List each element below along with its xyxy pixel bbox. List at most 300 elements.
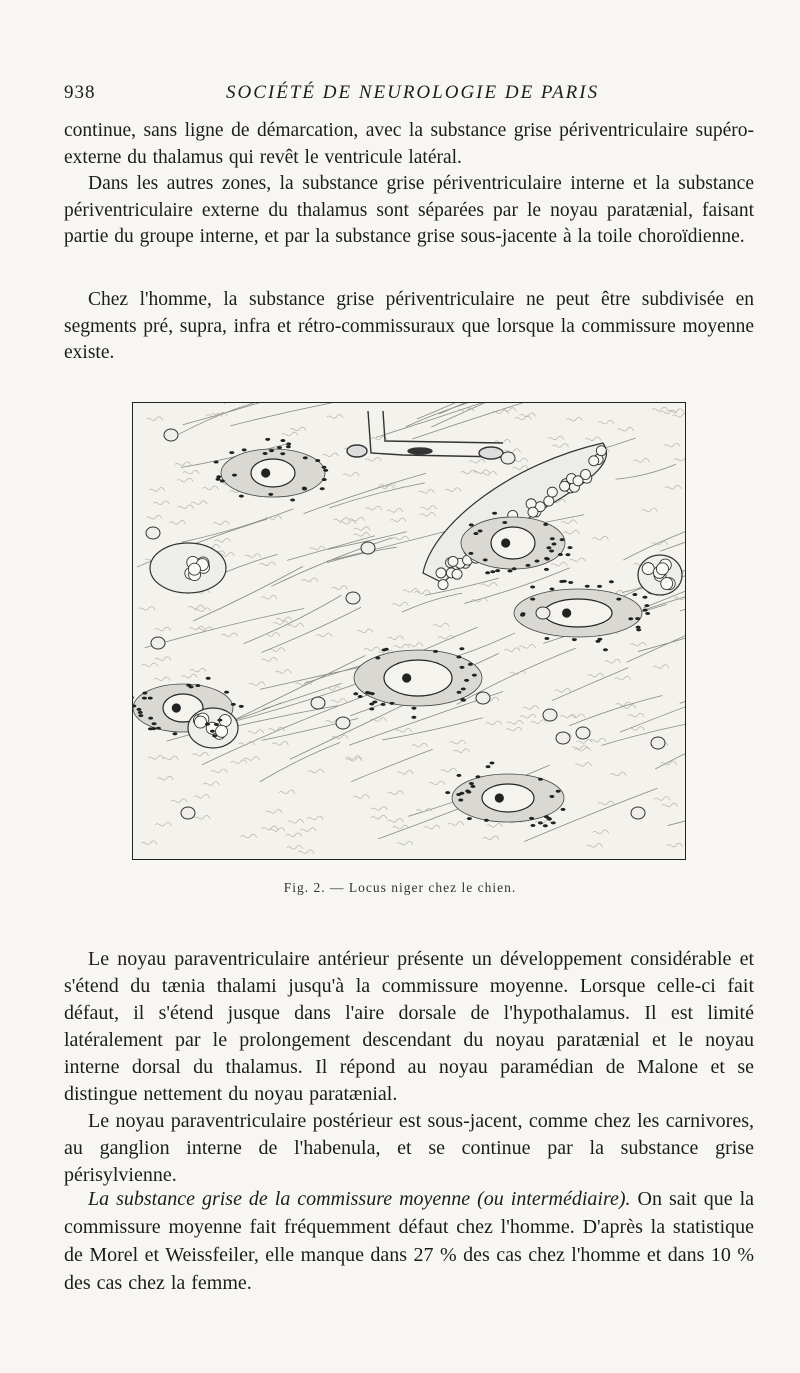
satellite-cell-mark: [156, 727, 161, 730]
satellite-cell-mark: [445, 791, 450, 794]
satellite-cell-mark: [323, 469, 328, 472]
neuropil-texture: [590, 738, 606, 742]
neuropil-texture: [181, 674, 197, 678]
satellite-cell-mark: [530, 598, 535, 601]
neuropil-texture: [203, 486, 219, 490]
neuropil-texture: [146, 515, 162, 519]
neuropil-texture: [393, 536, 409, 540]
text-block-bottom: [64, 1185, 754, 1297]
cell-cluster-dot: [452, 569, 462, 579]
cell-cluster-dot: [436, 568, 446, 578]
neuropil-texture: [388, 791, 404, 795]
neuropil-texture: [628, 713, 644, 717]
satellite-cell-mark: [628, 617, 633, 620]
satellite-cell-mark: [315, 459, 320, 462]
satellite-cell-mark: [609, 580, 614, 583]
paragraph-2: Dans les autres zones, la substance grise périventriculaire interne et la substance périventriculaire externe du thalamus sont séparées par le noyau paratænial, faisant partie du groupe interne, et par la substance grise sous-jacente à la toile choroïdienne.: [64, 173, 754, 247]
satellite-cell-mark: [286, 442, 291, 445]
neuropil-texture: [155, 627, 171, 631]
neuropil-texture: [414, 590, 430, 594]
neuropil-texture: [469, 459, 485, 463]
satellite-cell-mark: [239, 495, 244, 498]
nucleolus: [502, 539, 510, 547]
satellite-cell-mark: [469, 782, 474, 785]
satellite-cell-mark: [411, 707, 416, 710]
neuropil-texture: [190, 668, 206, 672]
satellite-cell-mark: [142, 697, 147, 700]
satellite-cell-mark: [217, 719, 222, 722]
satellite-cell-mark: [231, 703, 236, 706]
neuropil-texture: [662, 803, 678, 807]
satellite-cell-mark: [353, 692, 358, 695]
neuropil-texture: [664, 443, 680, 447]
neuropil-texture: [575, 747, 591, 751]
neuropil-texture: [510, 671, 526, 675]
neuropil-texture: [492, 410, 508, 414]
neuropil-texture: [298, 850, 314, 854]
neuropil-texture: [588, 673, 604, 677]
nerve-fiber: [329, 483, 425, 508]
neuropil-texture: [371, 807, 387, 811]
neuropil-texture: [653, 665, 669, 669]
neuropil-texture: [334, 518, 350, 522]
satellite-cell-mark: [302, 488, 307, 491]
satellite-cell-mark: [468, 552, 473, 555]
glial-nucleus: [346, 592, 360, 604]
neuropil-texture: [396, 728, 412, 732]
neuropil-texture: [282, 432, 298, 436]
neuropil-texture: [616, 702, 632, 706]
satellite-cell-mark: [550, 537, 555, 540]
neuropil-texture: [290, 427, 306, 431]
neuropil-texture: [157, 776, 173, 780]
nerve-fiber: [351, 749, 432, 781]
neuropil-texture: [407, 643, 423, 647]
nerve-fiber: [376, 403, 553, 437]
neuropil-texture: [371, 718, 387, 722]
neuropil-texture: [154, 677, 170, 681]
nerve-fiber: [230, 403, 403, 426]
satellite-cell-mark: [239, 705, 244, 708]
neuropil-texture: [148, 756, 164, 760]
cell-group-dot: [656, 563, 668, 575]
satellite-cell-mark: [489, 761, 494, 764]
neuropil-texture: [397, 841, 413, 845]
satellite-cell-mark: [562, 580, 567, 583]
neuropil-texture: [343, 472, 359, 476]
neuropil-texture: [560, 714, 576, 718]
glial-nucleus: [151, 637, 165, 649]
satellite-cell-mark: [484, 819, 489, 822]
satellite-cell-mark: [538, 821, 543, 824]
text-block-top: [64, 118, 754, 251]
neuropil-texture: [222, 633, 238, 637]
cell-cluster-dot: [596, 446, 606, 456]
satellite-cell-mark: [560, 538, 565, 541]
neuropil-texture: [387, 636, 403, 640]
nerve-fiber: [260, 743, 340, 782]
neuropil-texture: [506, 727, 522, 731]
neuropil-texture: [286, 833, 302, 837]
nerve-fiber: [402, 593, 462, 612]
glial-nucleus: [476, 692, 490, 704]
satellite-cell-mark: [322, 478, 327, 481]
neuropil-texture: [628, 727, 644, 731]
neuropil-texture: [288, 819, 304, 823]
neuropil-texture: [566, 417, 582, 421]
satellite-cell-mark: [268, 493, 273, 496]
neuropil-texture: [519, 645, 535, 649]
satellite-cell-mark: [206, 677, 211, 680]
neuropil-texture: [248, 730, 264, 734]
neuropil-texture: [598, 420, 614, 424]
neuropil-texture: [155, 822, 171, 826]
neuropil-texture: [665, 485, 681, 489]
neuropil-texture: [189, 626, 205, 630]
neuropil-texture: [418, 489, 434, 493]
neuropil-texture: [394, 644, 410, 648]
neuropil-texture: [504, 648, 520, 652]
glial-nucleus: [164, 429, 178, 441]
satellite-cell-mark: [381, 703, 386, 706]
cell-cluster-dot: [528, 507, 538, 517]
neuropil-texture: [592, 536, 608, 540]
paragraph-5: Le noyau paraventriculaire postérieur est sous-jacent, comme chez les carnivores, au ganglion interne de l'habenula, et se continue par la substance grise périsylvienne.: [64, 1110, 754, 1186]
neuropil-texture: [615, 676, 631, 680]
neuropil-texture: [215, 538, 231, 542]
neuropil-texture: [553, 444, 569, 448]
neuron-nucleus: [544, 599, 612, 627]
glial-nucleus: [556, 732, 570, 744]
satellite-cell-mark: [568, 546, 573, 549]
neuropil-texture: [177, 478, 193, 482]
satellite-cell-mark: [597, 585, 602, 588]
satellite-cell-mark: [478, 529, 483, 532]
neuropil-texture: [310, 546, 326, 550]
satellite-cell-mark: [547, 818, 552, 821]
cell-cluster-dot: [438, 580, 448, 590]
satellite-cell-mark: [597, 638, 602, 641]
satellite-cell-mark: [543, 523, 548, 526]
neuropil-texture: [652, 407, 668, 411]
neuropil-texture: [139, 606, 155, 610]
neuropil-texture: [481, 582, 497, 586]
satellite-cell-mark: [456, 655, 461, 658]
neuropil-texture: [194, 794, 210, 798]
satellite-cell-mark: [525, 564, 530, 567]
neuropil-texture: [275, 670, 291, 674]
neuropil-texture: [170, 520, 186, 524]
satellite-cell-mark: [472, 674, 477, 677]
nerve-fiber: [243, 595, 341, 643]
cell-cluster-dot: [547, 487, 557, 497]
nerve-fiber: [431, 403, 547, 427]
satellite-cell-mark: [195, 684, 200, 687]
neuropil-texture: [585, 437, 601, 441]
cell-group-dot: [661, 578, 673, 590]
neuropil-texture: [249, 682, 265, 686]
glial-nucleus: [181, 807, 195, 819]
satellite-cell-mark: [214, 461, 219, 464]
neuropil-texture: [162, 756, 178, 760]
neuron-nucleus: [482, 784, 534, 812]
nerve-fiber: [425, 578, 499, 595]
neuropil-texture: [630, 642, 646, 646]
satellite-cell-mark: [561, 808, 566, 811]
neuropil-texture: [231, 760, 247, 764]
satellite-cell-mark: [280, 439, 285, 442]
neuropil-texture: [551, 562, 567, 566]
neuropil-texture: [572, 745, 588, 749]
satellite-cell-mark: [549, 587, 554, 590]
glial-nucleus: [336, 717, 350, 729]
satellite-cell-mark: [468, 663, 473, 666]
satellite-cell-mark: [549, 795, 554, 798]
satellite-cell-mark: [616, 598, 621, 601]
satellite-cell-mark: [138, 714, 143, 717]
satellite-cell-mark: [459, 792, 464, 795]
neuropil-texture: [276, 617, 292, 621]
neuropil-texture: [308, 769, 324, 773]
satellite-cell-mark: [263, 452, 268, 455]
neuropil-texture: [177, 505, 193, 509]
satellite-cell-mark: [152, 722, 157, 725]
satellite-cell-mark: [216, 478, 221, 481]
satellite-cell-mark: [265, 438, 270, 441]
neuropil-texture: [331, 699, 347, 703]
nucleolus: [262, 469, 270, 477]
neuropil-texture: [245, 554, 261, 558]
neuropil-texture: [262, 826, 278, 830]
satellite-cell-mark: [556, 790, 561, 793]
page-number: 938: [64, 82, 96, 103]
satellite-cell-mark: [303, 456, 308, 459]
neuropil-texture: [515, 416, 531, 420]
neuropil-texture: [445, 488, 461, 492]
nerve-fiber: [660, 512, 685, 552]
neuropil-texture: [641, 508, 657, 512]
neuropil-texture: [327, 415, 343, 419]
neuropil-texture: [211, 412, 227, 416]
satellite-cell-mark: [459, 647, 464, 650]
neuropil-texture: [587, 844, 603, 848]
neuropil-texture: [365, 458, 381, 462]
neuropil-texture: [183, 470, 199, 474]
neuropil-texture: [520, 714, 536, 718]
neuropil-texture: [397, 770, 413, 774]
satellite-cell-mark: [467, 817, 472, 820]
satellite-cell-mark: [490, 570, 495, 573]
neuropil-texture: [555, 688, 571, 692]
neuropil-texture: [191, 501, 207, 505]
satellite-cell-mark: [384, 648, 389, 651]
neuropil-texture: [548, 436, 564, 440]
satellite-cell-mark: [635, 617, 640, 620]
satellite-cell-mark: [172, 732, 177, 735]
satellite-cell-mark: [483, 558, 488, 561]
nerve-fiber: [552, 668, 628, 701]
satellite-cell-mark: [565, 553, 570, 556]
satellite-cell-mark: [551, 821, 556, 824]
satellite-cell-mark: [320, 487, 325, 490]
neuropil-texture: [287, 845, 303, 849]
nucleolus: [563, 609, 571, 617]
satellite-cell-mark: [461, 687, 466, 690]
neuropil-texture: [279, 790, 295, 794]
neuropil-texture: [448, 822, 464, 826]
neuropil-texture: [420, 512, 436, 516]
neuropil-texture: [569, 558, 585, 562]
paragraph-6-body: On sait que la commissure moyenne fait fréquemment défaut chez l'homme. D'après la statistique de Morel et Weissfeiler, elle manque dans 27 % des cas chez l'homme et dans 10 % des cas chez la femme.: [64, 1188, 755, 1294]
satellite-cell-mark: [370, 692, 375, 695]
satellite-cell-mark: [632, 593, 637, 596]
satellite-cell-mark: [322, 466, 327, 469]
neuropil-texture: [486, 823, 502, 827]
satellite-cell-mark: [558, 553, 563, 556]
neuropil-texture: [357, 629, 373, 633]
nerve-fiber: [382, 718, 483, 740]
satellite-cell-mark: [538, 778, 543, 781]
satellite-cell-mark: [568, 581, 573, 584]
neuropil-texture: [203, 782, 219, 786]
neuropil-texture: [171, 799, 187, 803]
satellite-cell-mark: [411, 716, 416, 719]
satellite-cell-mark: [636, 628, 641, 631]
satellite-cell-mark: [372, 700, 377, 703]
histology-illustration: [133, 403, 685, 859]
neuropil-texture: [211, 769, 227, 773]
neuropil-texture: [652, 541, 668, 545]
glial-nucleus: [311, 697, 325, 709]
neuropil-texture: [531, 720, 547, 724]
neuropil-texture: [610, 772, 626, 776]
neuropil-texture: [633, 459, 649, 463]
nerve-fiber: [680, 558, 685, 611]
neuropil-texture: [264, 633, 280, 637]
neuropil-texture: [672, 413, 685, 417]
neuropil-texture: [593, 830, 609, 834]
neuropil-texture: [269, 727, 285, 731]
nucleolus: [172, 704, 180, 712]
nucleolus: [403, 674, 411, 682]
nerve-fiber: [616, 464, 676, 479]
neuropil-texture: [332, 586, 348, 590]
nerve-fiber: [145, 608, 305, 647]
satellite-cell-mark: [232, 474, 237, 477]
neuropil-texture: [421, 506, 437, 510]
satellite-cell-mark: [492, 512, 497, 515]
neuropil-texture: [300, 828, 316, 832]
satellite-cell-mark: [286, 445, 291, 448]
satellite-cell-mark: [544, 637, 549, 640]
satellite-cell-mark: [551, 543, 556, 546]
satellite-cell-mark: [133, 696, 134, 699]
cell-group-dot: [194, 716, 206, 728]
satellite-cell-mark: [138, 711, 143, 714]
neuropil-texture: [142, 663, 158, 667]
neuropil-texture: [354, 532, 370, 536]
neuropil-texture: [260, 562, 276, 566]
nerve-fiber: [182, 509, 294, 542]
cell-cluster-dot: [573, 476, 583, 486]
neuropil-texture: [576, 740, 592, 744]
nucleolus: [495, 794, 503, 802]
neuropil-texture: [654, 797, 670, 801]
satellite-cell-mark: [529, 817, 534, 820]
satellite-cell-mark: [603, 648, 608, 651]
neuron-nucleus: [384, 660, 452, 696]
satellite-cell-mark: [186, 684, 191, 687]
neuropil-texture: [523, 706, 539, 710]
satellite-cell-mark: [543, 824, 548, 827]
satellite-cell-mark: [466, 791, 471, 794]
neuropil-texture: [618, 427, 634, 431]
satellite-cell-mark: [358, 695, 363, 698]
neuropil-texture: [390, 518, 406, 522]
satellite-cell-mark: [229, 451, 234, 454]
satellite-cell-mark: [269, 449, 274, 452]
neuropil-texture: [316, 633, 332, 637]
satellite-cell-mark: [530, 824, 535, 827]
satellite-cell-mark: [242, 448, 247, 451]
glial-nucleus: [501, 452, 515, 464]
satellite-cell-mark: [459, 666, 464, 669]
nerve-fiber: [623, 522, 685, 560]
satellite-cell-mark: [280, 452, 285, 455]
cell-cluster-dot: [560, 481, 570, 491]
satellite-cell-mark: [389, 702, 394, 705]
neuropil-texture: [441, 768, 457, 772]
cell-group-dot: [642, 563, 654, 575]
neuropil-texture: [433, 623, 449, 627]
satellite-cell-mark: [458, 799, 463, 802]
neuropil-texture: [429, 781, 445, 785]
satellite-cell-mark: [642, 596, 647, 599]
neuropil-texture: [213, 521, 229, 525]
glial-nucleus: [361, 542, 375, 554]
neuropil-texture: [175, 462, 191, 466]
neuropil-texture: [353, 795, 369, 799]
neuropil-texture: [507, 720, 523, 724]
nerve-fiber: [179, 403, 261, 434]
cell-group-dot: [188, 563, 200, 575]
page-header: [64, 82, 736, 110]
neuropil-texture: [244, 757, 260, 761]
neuropil-texture: [155, 657, 171, 661]
satellite-cell-mark: [290, 499, 295, 502]
neuropil-texture: [273, 621, 289, 625]
satellite-cell-mark: [643, 609, 648, 612]
neuropil-texture: [272, 741, 288, 745]
satellite-cell-mark: [534, 560, 539, 563]
neuropil-texture: [193, 752, 209, 756]
neuropil-texture: [561, 520, 577, 524]
neuropil-texture: [387, 509, 403, 513]
satellite-cell-mark: [464, 679, 469, 682]
satellite-cell-mark: [216, 475, 221, 478]
neuropil-texture: [667, 843, 683, 847]
neuropil-texture: [266, 810, 282, 814]
glial-nucleus: [146, 527, 160, 539]
satellite-cell-mark: [546, 546, 551, 549]
neuropil-texture: [598, 801, 614, 805]
neuropil-texture: [141, 841, 157, 845]
neuropil-texture: [605, 659, 621, 663]
satellite-cell-mark: [148, 697, 153, 700]
neuropil-texture: [349, 517, 365, 521]
neuropil-texture: [149, 488, 165, 492]
running-title: SOCIÉTÉ DE NEUROLOGIE DE PARIS: [226, 82, 600, 103]
